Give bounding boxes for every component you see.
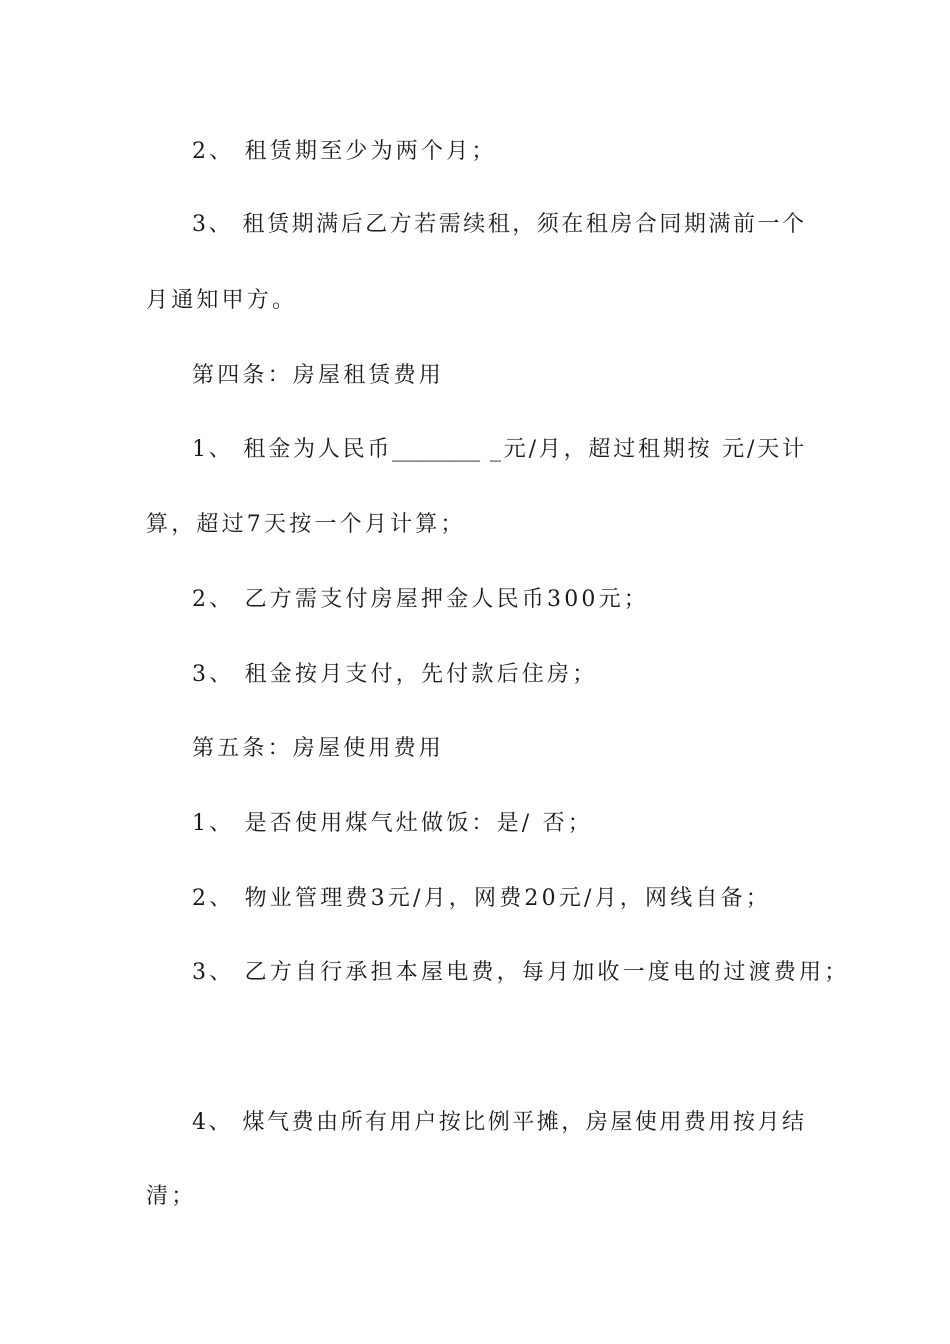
clause-5-item-1: 1、 是否使用煤气灶做饭：是/ 否； [192, 811, 593, 836]
clause-4-heading: 第四条：房屋租赁费用 [192, 363, 445, 388]
clause-4-item-2: 2、 乙方需支付房屋押金人民币300元； [192, 587, 649, 612]
clause-3-item-2: 2、 租赁期至少为两个月； [192, 139, 497, 164]
clause-3-item-3-cont: 月通知甲方。 [146, 288, 298, 313]
clause-5-item-2: 2、 物业管理费3元/月，网费20元/月，网线自备； [192, 886, 772, 911]
clause-4-item-1: 1、 租金为人民币________ _元/月，超过租期按 元/天计 [192, 437, 804, 462]
clause-5-item-4: 4、 煤气费由所有用户按比例平摊，房屋使用费用按月结 [192, 1110, 804, 1135]
clause-5-item-4-cont: 清； [146, 1184, 197, 1209]
clause-4-item-3: 3、 租金按月支付，先付款后住房； [192, 662, 598, 687]
clause-5-item-3: 3、 乙方自行承担本屋电费，每月加收一度电的过渡费用； [192, 960, 850, 985]
clause-4-item-1-cont: 算，超过7天按一个月计算； [146, 512, 466, 537]
clause-3-item-3: 3、 租赁期满后乙方若需续租，须在租房合同期满前一个 [192, 212, 804, 237]
clause-5-heading: 第五条：房屋使用费用 [192, 736, 445, 761]
